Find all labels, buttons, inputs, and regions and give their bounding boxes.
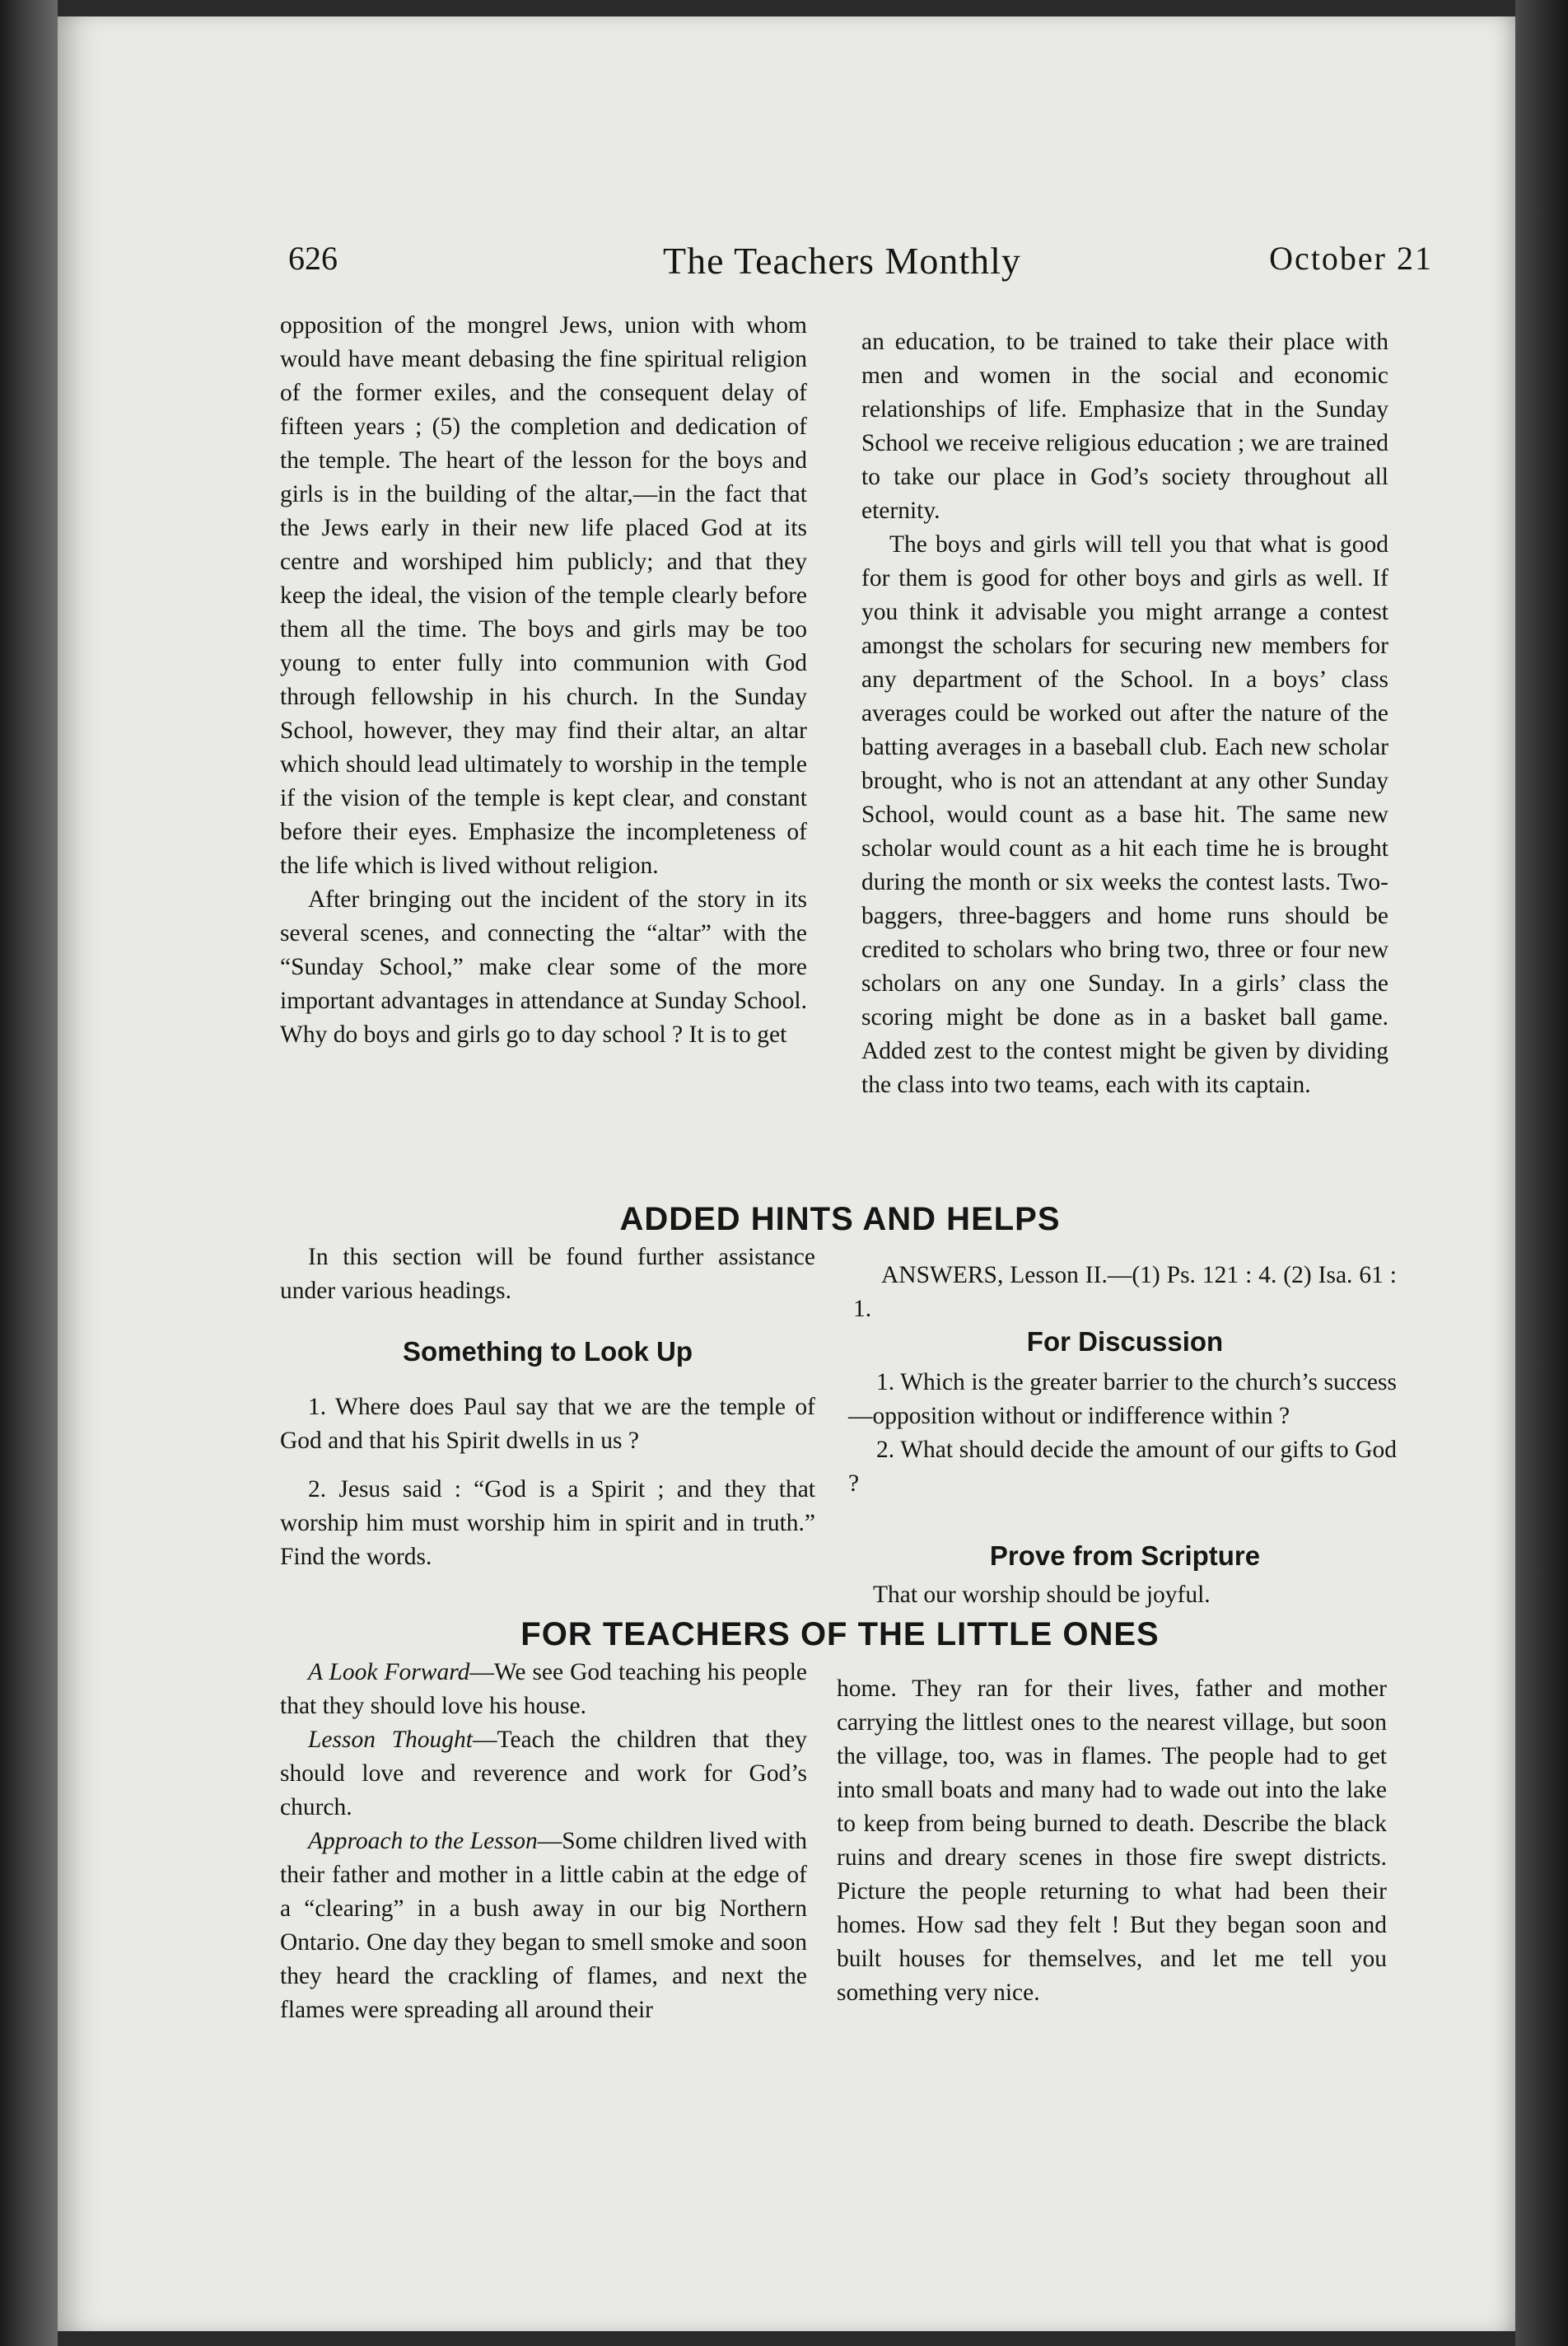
look-up-questions [280, 1390, 815, 1574]
section-heading-added-hints: ADDED HINTS AND HELPS [619, 1201, 1061, 1237]
section-heading-little-ones: FOR TEACHERS OF THE LITTLE ONES [520, 1616, 1160, 1652]
lesson-thought: Lesson Thought—Teach the children that they should love and reverence and work for God’s church. [280, 1727, 807, 1820]
paragraph: home. They ran for their lives, father and mother carrying the littlest ones to the nearest village, but soon the village, too, was in flames. The people had to get into small boats and many had to wade out into the lake to keep from being burned to death. Describe the black ruins and dreary scenes in those fire swept districts. Picture the people returning to what had been their homes. How sad they felt ! But they began soon and built houses for themselves, and let me tell you something very nice. [837, 1675, 1387, 2006]
column-left [280, 309, 807, 1166]
question: 1. Which is the greater barrier to the church’s success—opposition without or indifference within ? [848, 1369, 1397, 1429]
little-ones-right [837, 1672, 1387, 2010]
prove-heading: Prove from Scripture [989, 1540, 1261, 1571]
answers: ANSWERS, Lesson II.—(1) Ps. 121 : 4. (2) Isa. 61 : 1. [853, 1262, 1397, 1322]
column-right [861, 325, 1388, 1182]
question: 2. Jesus said : “God is a Spirit ; and they that worship him must worship him in spirit and in truth.” Find the words. [280, 1476, 815, 1570]
book-spine [0, 0, 58, 2346]
approach: Approach to the Lesson—Some children lived with their father and mother in a little cabin at the edge of a “clearing” in a bush away in our big Northern Ontario. One day they began to smell smoke and soon they heard the crackling of flames, and next the flames were spreading all around their [280, 1828, 807, 2023]
little-ones-left [280, 1656, 807, 2027]
paragraph: an education, to be trained to take their place with men and women in the social and economic relationships of life. Emphasize that in the Sunday School we receive religious education ; we are trained to take our place in God’s society throughout all eternity. [861, 329, 1388, 524]
added-hints-intro: In this section will be found further assistance under various headings. [280, 1244, 815, 1304]
page-number: 626 [288, 240, 338, 277]
prove-text: That our worship should be joyful. [873, 1582, 1211, 1608]
page-edge [1515, 0, 1568, 2346]
question: 2. What should decide the amount of our gifts to God ? [848, 1437, 1397, 1497]
look-up-heading: Something to Look Up [403, 1336, 693, 1367]
discussion-heading: For Discussion [1026, 1326, 1224, 1357]
journal-title: The Teachers Monthly [663, 240, 1021, 282]
running-header [288, 239, 1433, 305]
issue-date: October 21 [1269, 240, 1433, 277]
paragraph: The boys and girls will tell you that what is good for them is good for other boys and girls as well. If you think it advisable you might arrange a contest amongst the scholars for securing new members for any department of the School. In a boys’ class averages could be worked out after the nature of the batting averages in a baseball club. Each new scholar brought, who is not an attendant at any other Sunday School, would count as a base hit. The same new scholar would count as a hit each time he is brought during the month or six weeks the contest lasts. Two-baggers, three-baggers and home runs should be credited to scholars who bring two, three or four new scholars on any one Sunday. In a girls’ class the scoring might be done as in a basket ball game. Added zest to the contest might be given by dividing the class into two teams, each with its captain. [861, 531, 1388, 1098]
paragraph: After bringing out the incident of the story in its several scenes, and connecting the “altar” with the “Sunday School,” make clear some of the more important advantages in attendance at Sunday School. Why do boys and girls go to day school ? It is to get [280, 886, 807, 1048]
question: 1. Where does Paul say that we are the temple of God and that his Spirit dwells in us ? [280, 1394, 815, 1454]
discussion-questions [848, 1366, 1397, 1501]
look-forward: A Look Forward—We see God teaching his people that they should love his house. [280, 1659, 807, 1719]
paragraph: opposition of the mongrel Jews, union with whom would have meant debasing the fine spiritual religion of the former exiles, and the consequent delay of fifteen years ; (5) the completion and dedication of the temple. The heart of the lesson for the boys and girls is in the building of the altar,—in the fact that the Jews early in their new life placed God at its centre and worshiped him publicly; and that they keep the ideal, the vision of the temple clearly before them all the time. The boys and girls may be too young to enter fully into communion with God through fellowship in his church. In the Sunday School, however, they may find their altar, an altar which should lead ultimately to worship in the temple if the vision of the temple is kept clear, and constant before their eyes. Emphasize the incompleteness of the life which is lived without religion. [280, 312, 807, 879]
